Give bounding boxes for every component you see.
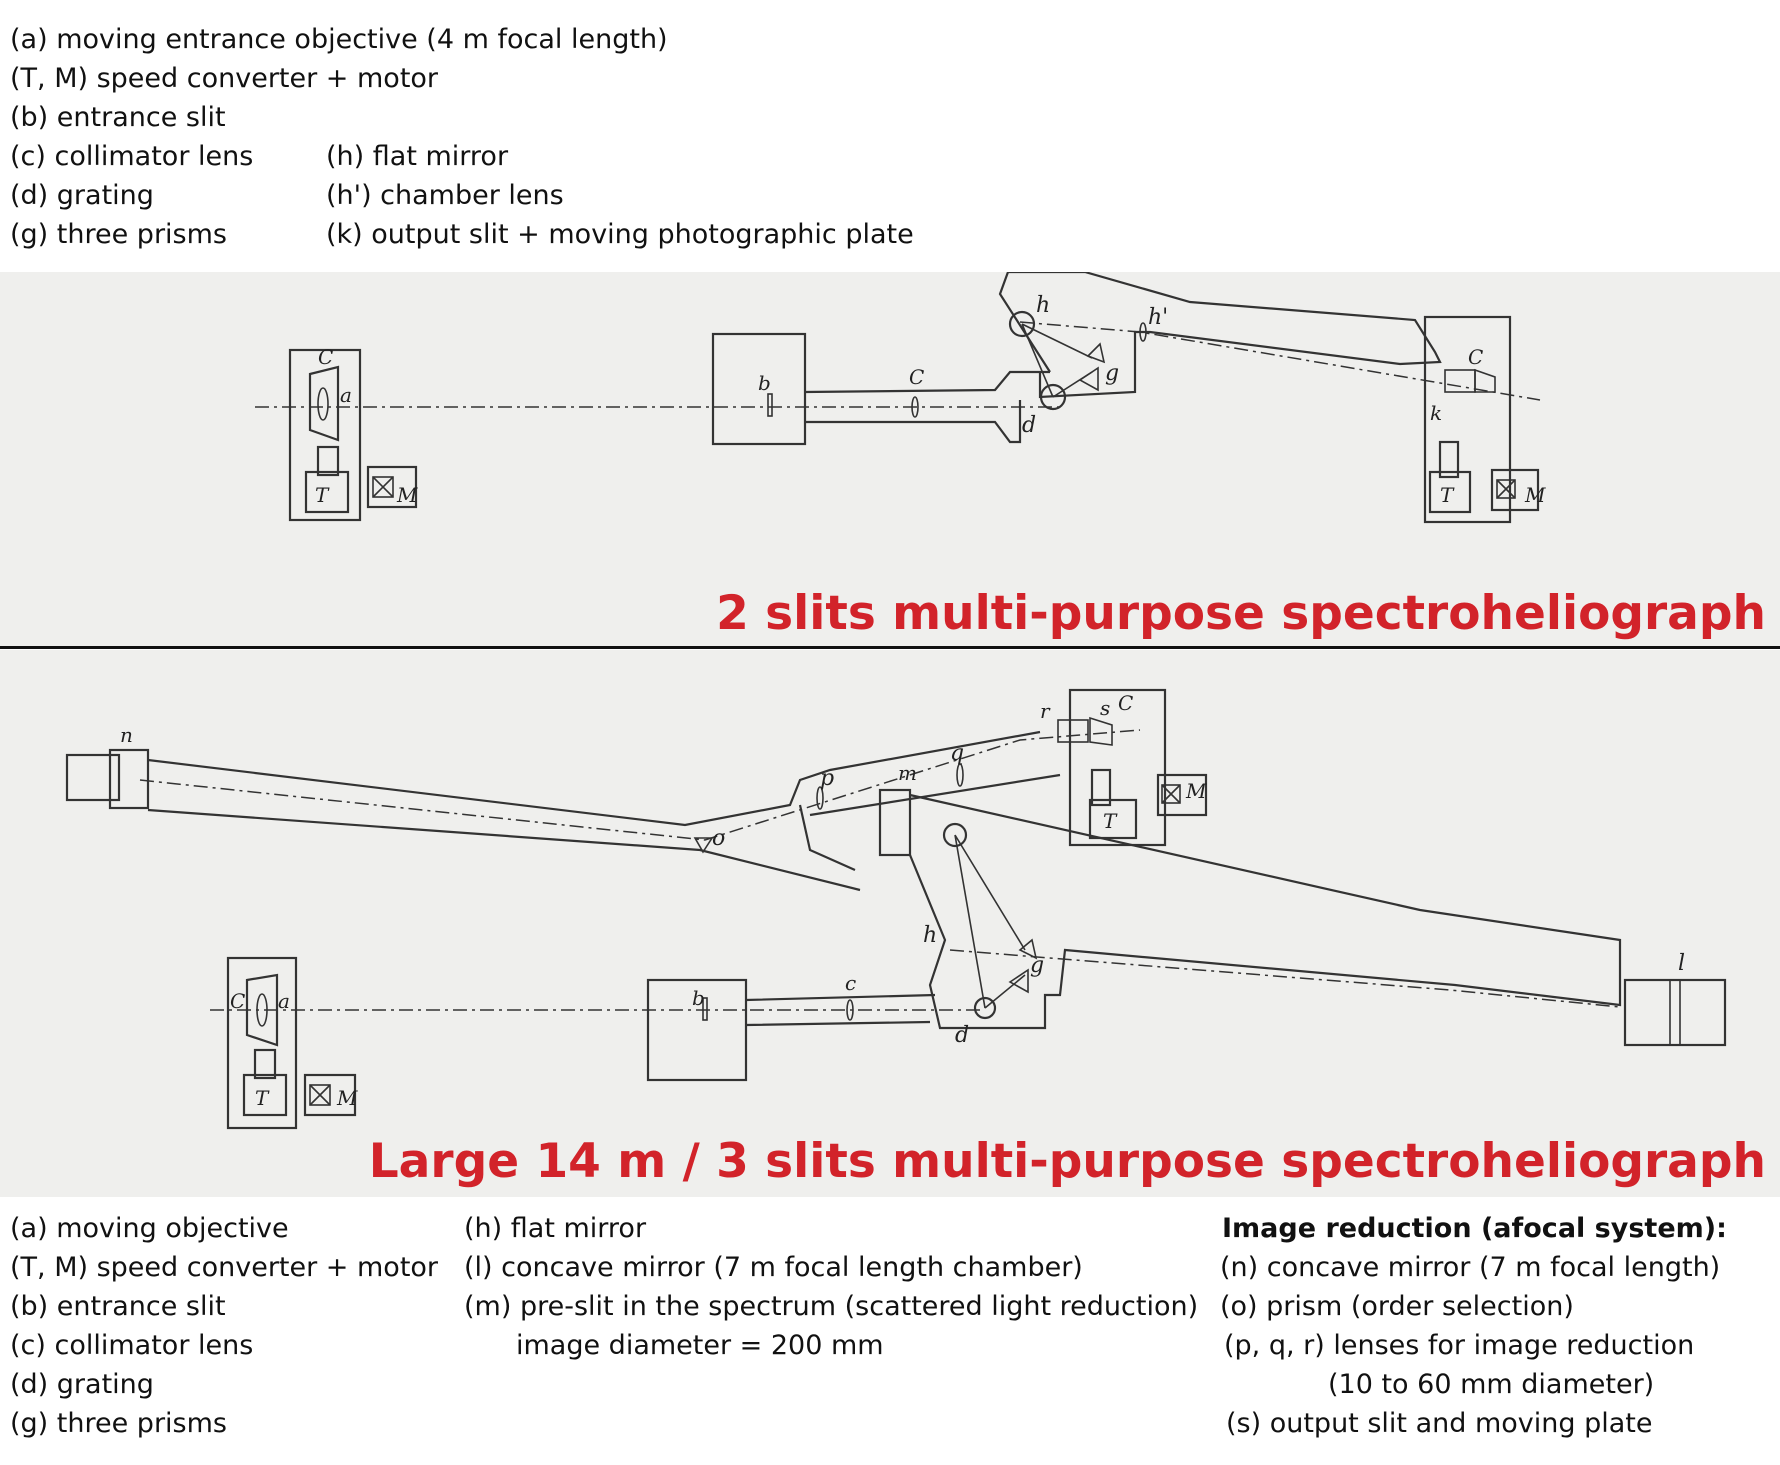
legend-item-pqr-detail: (10 to 60 mm diameter) [1328, 1369, 1655, 1400]
label-d: d [1022, 413, 1037, 438]
label-l: l [1678, 951, 1686, 976]
legend-item-g: (g) three prisms [10, 1408, 227, 1439]
motor-M1-cross [310, 1085, 330, 1105]
label-M2: M [1186, 779, 1207, 803]
chamber-housing [910, 795, 1620, 1028]
tube-top-edge [805, 372, 1050, 392]
label-a: a [340, 383, 352, 407]
objective-lens [310, 367, 338, 440]
label-d: d [955, 1023, 970, 1048]
mirror-n-box [67, 755, 119, 800]
label-hprime: h' [1148, 305, 1169, 330]
label-b: b [758, 371, 771, 395]
legend-item-pqr: (p, q, r) lenses for image reduction [1224, 1330, 1695, 1361]
legend-item-c: (c) collimator lens [10, 141, 254, 172]
legend-item-g: (g) three prisms [10, 219, 227, 250]
mirror-l-box [1625, 980, 1725, 1045]
legend-item-a: (a) moving entrance objective (4 m focal length) [10, 24, 668, 55]
label-m: m [898, 761, 917, 785]
afocal-axis [140, 730, 1140, 840]
label-M1: M [337, 1086, 358, 1110]
label-T2: T [1103, 809, 1117, 833]
legend-item-k: (k) output slit + moving photographic plate [326, 219, 914, 250]
panel-divider [0, 646, 1780, 649]
label-c-top: C [1118, 691, 1134, 715]
label-r: r [1040, 699, 1050, 723]
label-c3: C [1468, 345, 1484, 369]
bottom-diagram [0, 650, 1780, 1197]
output-slit-k [1445, 370, 1475, 392]
branch-notch [800, 805, 855, 870]
label-n: n [120, 723, 133, 747]
label-C: C [230, 989, 246, 1013]
label-p: p [820, 766, 835, 791]
label-a: a [278, 989, 290, 1013]
label-b: b [692, 986, 705, 1010]
bottom-diagram-panel [0, 650, 1780, 1197]
lens-q [957, 764, 963, 786]
long-tube-bottom [148, 810, 860, 890]
entrance-slit [768, 394, 772, 416]
label-c2: C [909, 365, 925, 389]
label-T1: T [315, 483, 329, 507]
prisms-g [1080, 344, 1104, 390]
legend-item-m-detail: image diameter = 200 mm [516, 1330, 884, 1361]
lens-a [318, 388, 328, 420]
reduction-tube-bottom [810, 775, 1060, 815]
legend-item-b: (b) entrance slit [10, 1291, 226, 1322]
legend-item-n: (n) concave mirror (7 m focal length) [1220, 1252, 1721, 1283]
label-h: h [1036, 293, 1051, 318]
legend-item-s: (s) output slit and moving plate [1226, 1408, 1653, 1439]
label-s: s [1100, 696, 1111, 720]
label-o: o [712, 826, 726, 851]
converter-neck [318, 447, 338, 475]
legend-item-hprime: (h') chamber lens [326, 180, 564, 211]
grating-housing [1000, 272, 1440, 397]
legend-item-a: (a) moving objective [10, 1213, 289, 1244]
label-g: g [1105, 361, 1120, 386]
legend-item-h: (h) flat mirror [326, 141, 509, 172]
label-g: g [1030, 953, 1045, 978]
legend-item-l: (l) concave mirror (7 m focal length chamber) [464, 1252, 1083, 1283]
label-c: c [845, 971, 857, 995]
bottom-diagram-title: Large 14 m / 3 slits multi-purpose spectroheliograph [368, 1134, 1766, 1189]
legend-item-b: (b) entrance slit [10, 102, 226, 133]
motor-M2-cross [1497, 480, 1515, 498]
legend-item-d: (d) grating [10, 1369, 154, 1400]
legend-heading-image-reduction: Image reduction (afocal system): [1222, 1213, 1727, 1244]
lens-r-mount [1058, 720, 1088, 742]
label-T1: T [255, 1086, 269, 1110]
top-diagram-panel [0, 272, 1780, 647]
label-M1: M [397, 483, 418, 507]
legend-item-h: (h) flat mirror [464, 1213, 647, 1244]
legend-item-m: (m) pre-slit in the spectrum (scattered light reduction) [464, 1291, 1199, 1322]
legend-item-d: (d) grating [10, 180, 154, 211]
legend-item-c: (c) collimator lens [10, 1330, 254, 1361]
label-T2: T [1440, 483, 1454, 507]
mirror-l [1670, 980, 1680, 1045]
label-M2: M [1525, 483, 1546, 507]
label-k: k [1430, 401, 1443, 425]
top-diagram-title: 2 slits multi-purpose spectroheliograph [716, 586, 1766, 641]
motor-M1-cross [373, 477, 393, 497]
label-q: q [950, 741, 965, 766]
converter-neck-1 [255, 1050, 275, 1078]
beam-paths [955, 835, 1025, 1008]
slit-s [1090, 718, 1112, 745]
label-h: h [923, 923, 938, 948]
legend-item-o: (o) prism (order selection) [1220, 1291, 1574, 1322]
chamber-axis [950, 950, 1620, 1007]
label-c1: C [318, 345, 334, 369]
legend-item-tm: (T, M) speed converter + motor [10, 63, 439, 94]
legend-item-tm: (T, M) speed converter + motor [10, 1252, 439, 1283]
